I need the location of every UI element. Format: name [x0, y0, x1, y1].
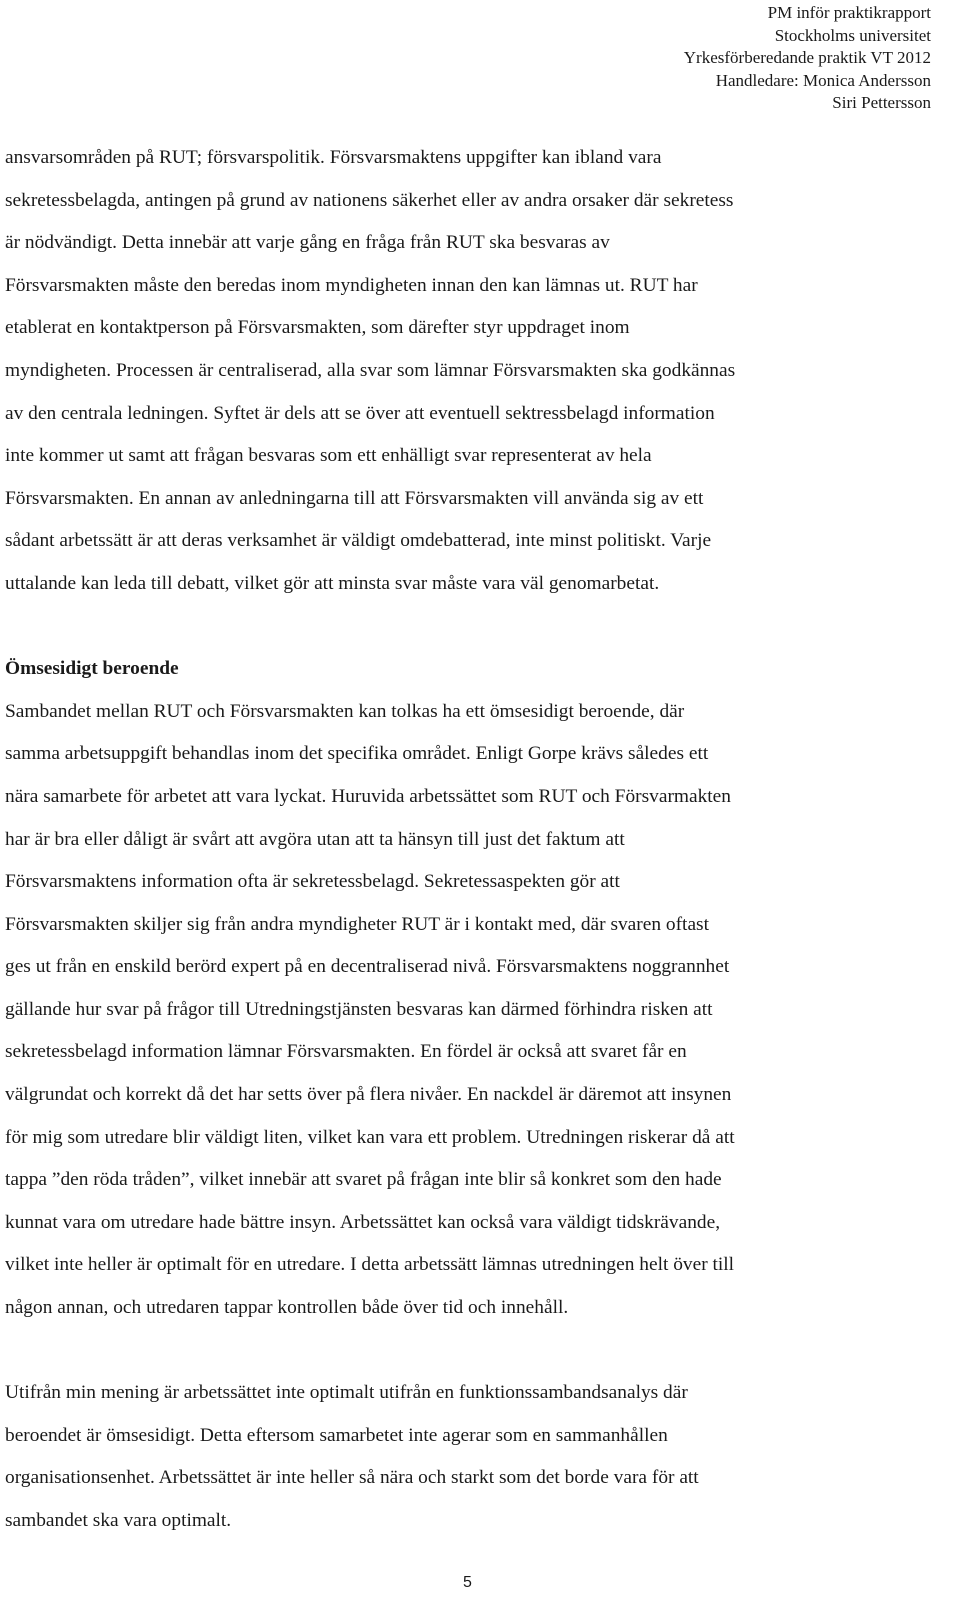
text-line: samma arbetsuppgift behandlas inom det specifika området. Enligt Gorpe krävs således ett [5, 743, 709, 765]
text-line: myndigheten. Processen är centraliserad, alla svar som lämnar Försvarsmakten ska godkännas [5, 359, 736, 381]
paragraph-spacer [5, 606, 940, 649]
text-line: för mig som utredare blir väldigt liten, vilket kan vara ett problem. Utredningen riskerar då att [5, 1126, 735, 1148]
text-line: kunnat vara om utredare hade bättre insyn. Arbetssättet kan också vara väldigt tidskrävande, [5, 1211, 721, 1233]
text-line: tappa ”den röda tråden”, vilket innebär att svaret på frågan inte blir så konkret som den hade [5, 1169, 722, 1191]
text-line: Försvarsmaktens information ofta är sekretessbelagd. Sekretessaspekten gör att [5, 871, 620, 893]
section-heading: Ömsesidigt beroende [5, 658, 179, 680]
paragraph-forsvarsmakten [5, 137, 940, 606]
text-line: Sambandet mellan RUT och Försvarsmakten kan tolkas ha ett ömsesidigt beroende, där [5, 700, 685, 722]
paragraph-omsesidigt-beroende [5, 691, 940, 1330]
paragraph-spacer [5, 1330, 940, 1373]
text-line: välgrundat och korrekt då det har setts över på flera nivåer. En nackdel är däremot att insynen [5, 1084, 732, 1106]
page-number: 5 [463, 1574, 472, 1591]
text-line: uttalande kan leda till debatt, vilket gör att minsta svar måste vara väl genomarbetat. [5, 572, 660, 594]
text-line: etablerat en kontaktperson på Försvarsmakten, som därefter styr uppdraget inom [5, 317, 630, 339]
document-body [5, 137, 940, 1543]
text-line: Försvarsmakten. En annan av anledningarna till att Försvarsmakten vill använda sig av ett [5, 487, 704, 509]
text-line: vilket inte heller är optimalt för en utredare. I detta arbetssätt lämnas utredningen helt över till [5, 1254, 735, 1276]
text-line: Försvarsmakten skiljer sig från andra myndigheter RUT är i kontakt med, där svaren oftast [5, 913, 709, 935]
text-line: organisationsenhet. Arbetssättet är inte heller så nära och starkt som det borde vara för att [5, 1467, 699, 1489]
text-line: sambandet ska vara optimalt. [5, 1510, 232, 1531]
text-line: beroendet är ömsesidigt. Detta eftersom samarbetet inte agerar som en sammanhållen [5, 1424, 668, 1446]
paragraph-conclusion [5, 1372, 940, 1542]
text-line: gällande hur svar på frågor till Utredningstjänsten besvaras kan därmed förhindra risken att [5, 998, 713, 1020]
text-line: sådant arbetssätt är att deras verksamhet är väldigt omdebatterad, inte minst politiskt. Varje [5, 530, 712, 552]
header-course: Yrkesförberedande praktik VT 2012 [683, 48, 931, 67]
text-line: sekretessbelagd information lämnar Försvarsmakten. En fördel är också att svaret får en [5, 1041, 687, 1063]
header-university: Stockholms universitet [774, 25, 931, 45]
header-author: Siri Pettersson [832, 93, 931, 112]
page-header [684, 2, 931, 115]
text-line: ansvarsområden på RUT; försvarspolitik. Försvarsmaktens uppgifter kan ibland vara [5, 147, 662, 168]
header-supervisor: Handledare: Monica Andersson [715, 70, 931, 90]
text-line: är nödvändigt. Detta innebär att varje gång en fråga från RUT ska besvaras av [5, 232, 610, 254]
text-line: någon annan, och utredaren tappar kontrollen både över tid och innehåll. [5, 1297, 569, 1319]
text-line: av den centrala ledningen. Syftet är dels att se över att eventuell sektressbelagd information [5, 402, 715, 424]
text-line: inte kommer ut samt att frågan besvaras som ett enhälligt svar representerat av hela [5, 445, 652, 467]
text-line: sekretessbelagda, antingen på grund av nationens säkerhet eller av andra orsaker där sekretess [5, 189, 734, 211]
text-line: ges ut från en enskild berörd expert på en decentraliserad nivå. Försvarsmaktens noggrannhet [5, 956, 730, 978]
header-title: PM inför praktikrapport [767, 3, 931, 22]
text-line: Utifrån min mening är arbetssättet inte optimalt utifrån en funktionssambandsanalys där [5, 1382, 688, 1404]
text-line: har är bra eller dåligt är svårt att avgöra utan att ta hänsyn till just det faktum att [5, 828, 625, 850]
text-line: nära samarbete för arbetet att vara lyckat. Huruvida arbetssättet som RUT och Försvarmakten [5, 785, 731, 807]
text-line: Försvarsmakten måste den beredas inom myndigheten innan den kan lämnas ut. RUT har [5, 274, 698, 296]
